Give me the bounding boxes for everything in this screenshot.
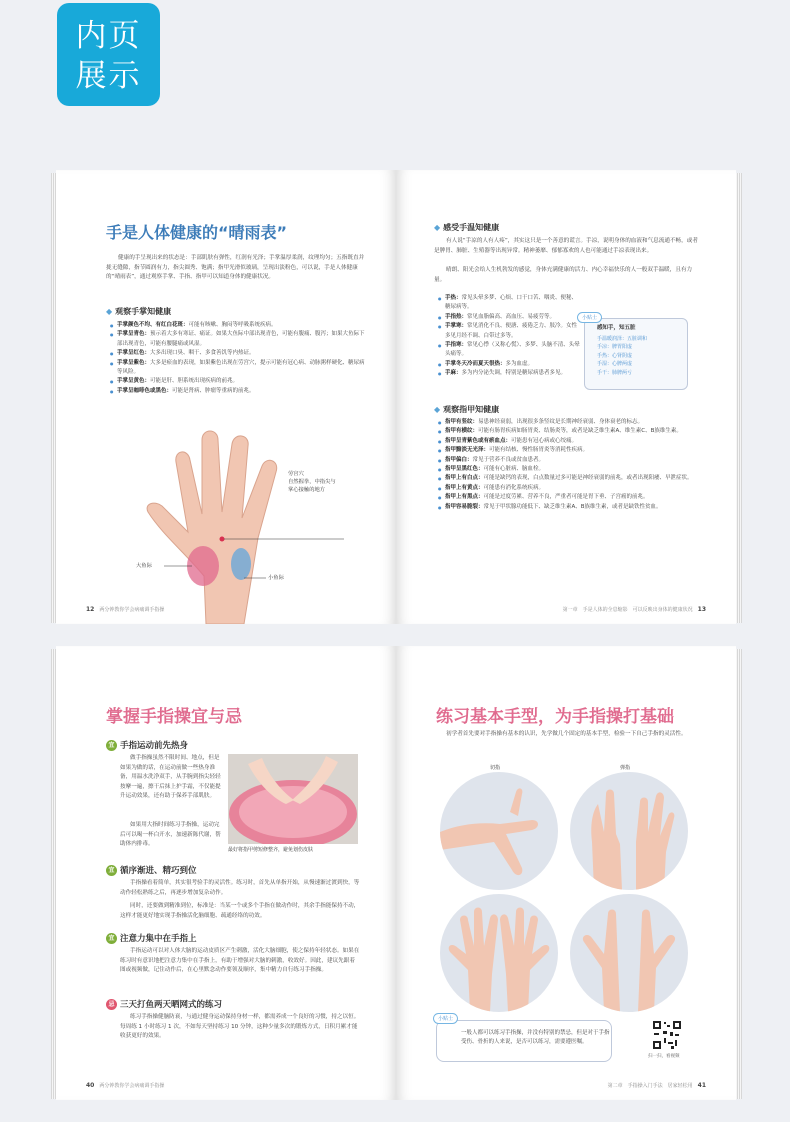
page-footer: 12 两分钟教你学会病痛调手指操 [86, 606, 165, 613]
yes-icon: 宜 [106, 865, 117, 876]
intro-paragraph: 健康的手呈现出来的状态是：手部肌肤有弹性，红润有光泽；手掌温厚柔润，纹理均匀；五指既直并拢无缝隙，指节圆润有力，指尖圆秀、饱满；指甲光滑似玻璃，呈现出淡粉色，可以说，手是人体健康的“晴雨表”，通过观察手掌、手指、指甲可以知道身体的健康状况。 [106, 255, 365, 280]
paragraph: 练习手指操健脑防衰，与通过健身运动保持身材一样，都需养成一个良好的习惯，持之以恒。每周练 1 小时练习 1 次，不如每天坚持练习 10 分钟，这种少量多次的锻炼方式，日积月累才能收获更好的效果。 [120, 1014, 360, 1039]
subsection-heading: 宜 注意力集中在手指上 [106, 932, 197, 944]
diamond-icon: ◆ [434, 405, 441, 414]
tip-box [436, 1016, 612, 1062]
qiezhi-hands-image [440, 772, 558, 890]
paragraph: 做手指操虽然不限时间、地点，但是如果为做的话，在运动前做一些热身准备，用温水洗净双手，从手腕到指尖轻轻按摩一遍，擦干后抹上护手霜，不仅能提升运动效果，还有助于保养手部肌肤。 [120, 755, 221, 799]
page-stack-right [736, 649, 742, 1099]
list-item: ● 手麻：多为内分泌失调，特别是糖尿病患者多见。 [438, 369, 582, 378]
yes-icon: 宜 [106, 933, 117, 944]
hand-temperature-list [438, 294, 582, 379]
list-item: ● 指甲黯淡无光泽：可能有结核、慢性肠胃炎等消耗性疾病。 [438, 446, 700, 455]
laogong-point [220, 537, 225, 542]
list-item: ● 手掌呈咖啡色或黑色：可能是肾病、肿瘤等重病的前兆。 [110, 387, 365, 396]
tip-title: 感知手，知五脏 [597, 325, 636, 331]
section-heading: ◆ 观察指甲知健康 [434, 405, 500, 414]
hand-shape-circle [440, 772, 558, 890]
page-footer: 第二章 手指操入门手法 居家轻松用 41 [607, 1082, 706, 1089]
list-item: ● 手热：常见头晕多梦、心烦、口干口苦、咽炎、便秘、糖尿病等。 [438, 294, 582, 313]
badge-line-1: 内页 [75, 18, 142, 54]
no-icon: 忌 [106, 999, 117, 1010]
tip-box [582, 315, 688, 390]
paragraph: 如果用大指时间练习手指操，运动完后可以喝一杯白开水，加速新陈代谢，帮助体内排毒。 [120, 822, 221, 847]
intro-paragraph-2: 晴朗、阳光会给人生机勃发的感觉，身体充满健康的活力、内心幸福快乐的人一般双手温暖，且有力量。 [434, 267, 693, 283]
section-heading: ◆ 观察手掌知健康 [106, 307, 172, 316]
paragraph: 同时，还要做到精准到位，标准是：当某一个或多个手指在做动作时，其余手指能保持不动，这样才能更好地实现手指操活化脑细胞、疏通经络的功效。 [120, 903, 360, 919]
hand-shape-label: 弹指 [620, 765, 631, 771]
page-footer: 40 两分钟教你学会病痛调手指操 [86, 1082, 165, 1089]
page-title: 手是人体健康的“晴雨表” [106, 223, 288, 242]
badge-line-2: 展示 [75, 58, 142, 94]
page-41 [396, 646, 736, 1100]
list-item: ● 指甲上有白点：可能是缺钙的表现，白点数量过多可能是神经衰弱的前兆，或者出现阳痿、早泄症状。 [438, 474, 700, 483]
palm-color-list [110, 321, 365, 396]
page-footer: 第一章 手是人体的全息缩影 可以反映出身体的健康状况 13 [562, 606, 706, 613]
hand-washing-photo [228, 754, 358, 844]
page-13 [396, 170, 736, 624]
page-40 [56, 646, 396, 1100]
laogong-callout: 劳宫穴 自然握拳，中指尖与 掌心接触的地方 [288, 471, 336, 493]
list-item: ● 指甲容易脆裂：常见于甲状腺功能低下、缺乏维生素A、B族维生素，或者是缺铁性贫血。 [438, 503, 700, 512]
hand-shape-circle [570, 894, 688, 1012]
section-heading: ◆ 感受手温知健康 [434, 223, 500, 232]
list-item: ● 指甲偏白：常见于营养不良或贫血患者。 [438, 456, 700, 465]
photo-caption: 最好将指甲剪短修整齐，避免划伤皮肤 [228, 847, 314, 853]
xiaoyuji-label: 小鱼际 [268, 575, 284, 581]
list-item: ● 手掌冬天冷而夏天很热：多为血虚。 [438, 360, 582, 369]
hand-shape-label: 切指 [490, 765, 501, 771]
hand-shape-circle [570, 772, 688, 890]
paragraph: 手指操看着简单，其实很考验手的灵活性。练习时，首先从单指开始，从慢速渐过渡到快，等动作轻松熟练之后，再逐步增加复杂动作。 [120, 880, 360, 896]
list-item: ● 指甲呈黑红色：可能有心脏病、脑血栓。 [438, 465, 700, 474]
list-item: ● 指甲上有黄点：可能患有消化系统疾病。 [438, 484, 700, 493]
list-item: ● 指甲有横纹：可能有肠胃疾病如肠胃炎、结肠炎等，或者是缺乏维生素A、维生素C、B族维生素。 [438, 427, 700, 436]
page-title: 练习基本手型，为手指操打基础 [436, 707, 674, 727]
list-item: ● 手掌呈红色：大多出现口臭、咽干、多食善饥等内热证。 [110, 349, 365, 358]
list-item: ● 指甲呈青紫色或有瘀血点：可能患有冠心病或心绞痛。 [438, 437, 700, 446]
palm-illustration [146, 426, 346, 624]
tanzhi-hands-image [570, 772, 688, 890]
yes-icon: 宜 [106, 740, 117, 751]
qr-code-icon[interactable] [652, 1020, 682, 1050]
subsection-heading: 宜 循序渐进、精巧到位 [106, 864, 197, 876]
page-12 [56, 170, 396, 624]
diamond-icon: ◆ [434, 223, 441, 232]
fenzhi-1-hands-image [440, 894, 558, 1012]
dayuji-label: 大鱼际 [136, 563, 152, 569]
hypothenar-marker [231, 548, 251, 580]
diamond-icon: ◆ [106, 307, 113, 316]
book-spread-2 [56, 646, 736, 1100]
list-item: ● 手指寒：常见心悸（又称心慌）、多梦、头脑不清、头晕头痛等。 [438, 341, 582, 360]
list-item: ● 手指热：常见血脂偏高、高血压、易疲劳等。 [438, 313, 582, 322]
page-title: 掌握手指操宜与忌 [106, 707, 242, 727]
list-item: ● 手掌寒：常见消化不良、便溏、疲倦乏力、肢冷。女性多见月经不调、白带过多等。 [438, 322, 582, 341]
hand-shape-circle [440, 894, 558, 1012]
qr-label: 扫一扫，看视频 [648, 1054, 680, 1059]
tip-lines: 手温暖润泽：五脏调和 手凉：脾胃阳虚 手热：心肾阴虚 手湿：心脾两虚 手干：肺脾两亏 [597, 336, 648, 376]
list-item: ● 手掌呈紫色：大多是瘀血的表现，如果紫色出现在劳宫穴，提示可能有冠心病、动脉粥样硬化、糖尿病等风险。 [110, 359, 365, 378]
tip-text: 一般人都可以练习手指操，并没有特别的禁忌，但是对于手指受伤、骨折的人来说，是否可以练习，需要遵医嘱。 [461, 1030, 610, 1045]
list-item: ● 手掌呈黄色：可能是肝、胆系统出现疾病的前兆。 [110, 377, 365, 386]
list-item: ● 手掌颜色不均、有红白花斑：可能有咳嗽、胸闷等呼吸系统疾病。 [110, 321, 365, 330]
list-item: ● 指甲有竖纹：易患神经衰弱，出现很多条竖纹是长期神经衰弱、身体衰老的标志。 [438, 418, 700, 427]
list-item: ● 手掌呈青色：预示着大多有寒证、痛证。如果大鱼际中部出现青色，可能有腹痛、腹泻；如果大鱼际下部出现青色，可能有腰腿痛或风湿。 [110, 330, 365, 349]
list-item: ● 指甲上有黑点：可能是过度劳累、营养不良，严重者可能是胃下垂、子宫癌的前兆。 [438, 493, 700, 502]
paragraph: 手指运动可以对人体大脑的运动皮质区产生刺激，活化大脑细胞，使之保持年轻状态。如果在练习时有意识地把注意力集中在手指上，有助于增强对大脑的刺激，收效好。因此，建议先跟着图或视频做，记住动作后，在心里默念动作要领及顺序，集中精力自行练习手指操。 [120, 948, 360, 973]
nail-observation-list [438, 418, 700, 512]
book-spread-1 [56, 170, 736, 624]
subsection-heading: 忌 三天打鱼两天晒网式的练习 [106, 998, 222, 1010]
subsection-heading: 宜 手指运动前先热身 [106, 739, 188, 751]
preview-badge [57, 3, 160, 106]
tip-tag: 小贴士 [433, 1013, 458, 1024]
tip-tag: 小贴士 [577, 312, 602, 323]
intro-paragraph: 有人说“手凉的人有人疼”，其实这只是一个善意的谎言。手凉，说明身体的血液和气息流通不畅，或者是脾胃、肺脏、生殖器等出现异常。精神萎靡、郁郁寡欢的人也可能通过手凉表现出来。 [434, 238, 698, 254]
page-stack-right [736, 173, 742, 623]
fenzhi-2-hands-image [570, 894, 688, 1012]
intro-paragraph: 初学者首先要对手指操有基本的认识，先学做几个固定的基本手型，检验一下自己手指的灵活性。 [446, 731, 687, 737]
